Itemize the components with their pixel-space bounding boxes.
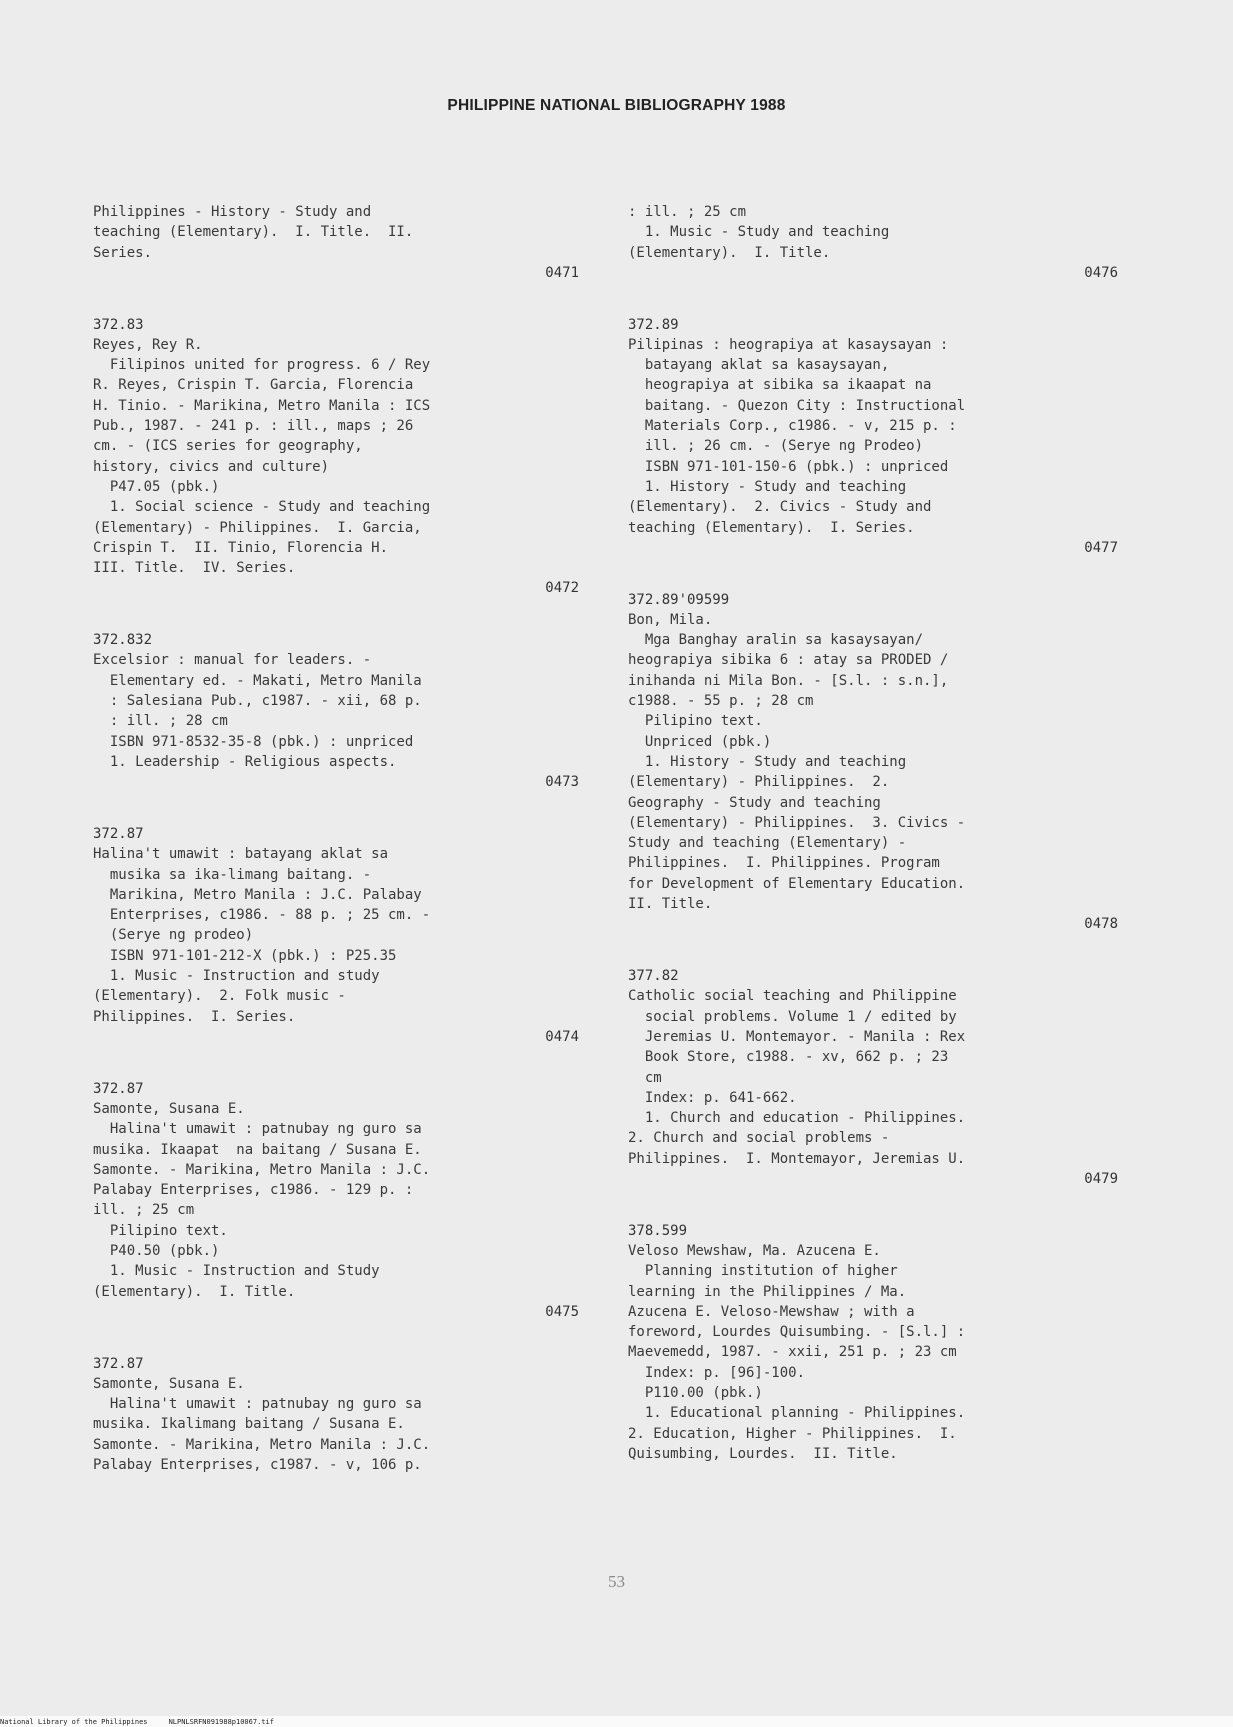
bibliography-entry — [93, 202, 579, 283]
entry-line: Pilipinas : heograpiya at kasaysayan : — [628, 336, 949, 353]
entry-line: ISBN 971-101-212-X (pbk.) : P25.35 — [93, 947, 397, 964]
entry-line: 1. History - Study and teaching — [628, 478, 907, 495]
entry-number: 0477 — [1084, 539, 1118, 556]
entry-line: Samonte, Susana E. — [93, 1375, 245, 1392]
entry-line: Catholic social teaching and Philippine — [628, 988, 957, 1005]
bibliography-entry — [628, 590, 1118, 934]
entry-line: teaching (Elementary). I. Title. II. — [93, 224, 414, 241]
bibliography-entry — [628, 966, 1118, 1189]
entry-line: Halina't umawit : batayang aklat sa — [93, 846, 389, 863]
entry-line: Samonte. - Marikina, Metro Manila : J.C. — [93, 1161, 431, 1178]
entry-line: cm. - (ICS series for geography, — [93, 438, 363, 455]
entry-line: learning in the Philippines / Ma. — [628, 1283, 907, 1300]
entry-number: 0475 — [545, 1303, 579, 1320]
entry-line: 1. Music - Instruction and study — [93, 968, 380, 985]
entry-line: Marikina, Metro Manila : J.C. Palabay — [93, 886, 422, 903]
entry-line: Enterprises, c1986. - 88 p. ; 25 cm. - — [93, 907, 431, 924]
entry-line: Index: p. 641-662. — [628, 1089, 797, 1106]
classification-number: 372.89'09599 — [628, 591, 730, 608]
entry-line: Jeremias U. Montemayor. - Manila : Rex — [628, 1028, 966, 1045]
entry-line: c1988. - 55 p. ; 28 cm — [628, 693, 814, 710]
entry-line: Index: p. [96]-100. — [628, 1364, 806, 1381]
page-title: PHILIPPINE NATIONAL BIBLIOGRAPHY 1988 — [447, 97, 786, 114]
entry-line: R. Reyes, Crispin T. Garcia, Florencia — [93, 377, 414, 394]
entry-line: ISBN 971-101-150-6 (pbk.) : unpriced — [628, 458, 949, 475]
entry-number: 0478 — [1084, 916, 1118, 933]
entry-line: history, civics and culture) — [93, 458, 330, 475]
entry-line: Philippines. I. Montemayor, Jeremias U. — [628, 1150, 966, 1167]
entry-line: 2. Education, Higher - Philippines. I. — [628, 1425, 957, 1442]
entry-line: Veloso Mewshaw, Ma. Azucena E. — [628, 1242, 881, 1259]
classification-number: 372.87 — [93, 826, 144, 843]
entry-line: Palabay Enterprises, c1986. - 129 p. : — [93, 1182, 414, 1199]
entry-line: 2. Church and social problems - — [628, 1130, 890, 1147]
entry-line: Series. — [93, 244, 153, 261]
entry-line: Mga Banghay aralin sa kasaysayan/ — [628, 632, 924, 649]
entry-line: 1. Church and education - Philippines. — [628, 1110, 966, 1127]
bibliography-entry — [628, 1221, 1118, 1464]
entry-line: Azucena E. Veloso-Mewshaw ; with a — [628, 1303, 915, 1320]
entry-line: II. Title. — [628, 896, 713, 913]
classification-number: 372.87 — [93, 1080, 144, 1097]
classification-number: 372.832 — [93, 632, 153, 649]
entry-line: Samonte, Susana E. — [93, 1100, 245, 1117]
entry-line: (Elementary) - Philippines. 2. — [628, 774, 890, 791]
entry-line: P47.05 (pbk.) — [93, 478, 220, 495]
bibliography-entry — [628, 315, 1118, 558]
entry-line: heograpiya sibika 6 : atay sa PRODED / — [628, 652, 949, 669]
entry-line: 1. Social science - Study and teaching — [93, 499, 431, 516]
classification-number: 372.87 — [93, 1355, 144, 1372]
entry-line: Pilipino text. — [628, 713, 763, 730]
entry-line: Palabay Enterprises, c1987. - v, 106 p. — [93, 1457, 422, 1474]
entry-number: 0473 — [545, 774, 579, 791]
entry-line: Pub., 1987. - 241 p. : ill., maps ; 26 — [93, 418, 414, 435]
entry-line: ill. ; 26 cm. - (Serye ng Prodeo) — [628, 438, 924, 455]
entry-line: III. Title. IV. Series. — [93, 560, 296, 577]
entry-line: Book Store, c1988. - xv, 662 p. ; 23 — [628, 1049, 949, 1066]
entry-line: Materials Corp., c1986. - v, 215 p. : — [628, 418, 957, 435]
entry-number: 0472 — [545, 580, 579, 597]
entry-line: Reyes, Rey R. — [93, 336, 203, 353]
entry-line: Geography - Study and teaching — [628, 794, 881, 811]
entry-line: Filipinos united for progress. 6 / Rey — [93, 357, 431, 374]
entry-number: 0479 — [1084, 1170, 1118, 1187]
entry-line: 1. Leadership - Religious aspects. — [93, 753, 397, 770]
right-column — [628, 202, 1118, 1496]
entry-line: Philippines. I. Series. — [93, 1008, 296, 1025]
classification-number: 372.83 — [93, 316, 144, 333]
entry-line: 1. Music - Study and teaching — [628, 224, 890, 241]
entry-line: Samonte. - Marikina, Metro Manila : J.C. — [93, 1436, 431, 1453]
classification-number: 377.82 — [628, 968, 679, 985]
bibliography-entry — [93, 315, 579, 599]
scan-label: National Library of the Philippines NLPNLSRFN091988p10067.tif — [0, 1718, 274, 1726]
bibliography-entry — [93, 824, 579, 1047]
entry-line: P40.50 (pbk.) — [93, 1242, 220, 1259]
entry-line: Philippines - History - Study and — [93, 204, 372, 220]
entry-line: batayang aklat sa kasaysayan, — [628, 357, 890, 374]
entry-line: P110.00 (pbk.) — [628, 1385, 763, 1402]
entry-line: for Development of Elementary Education. — [628, 875, 966, 892]
classification-number: 372.89 — [628, 316, 679, 333]
entry-line: (Elementary) - Philippines. I. Garcia, — [93, 519, 422, 536]
entry-line: musika. Ikaapat na baitang / Susana E. — [93, 1141, 422, 1158]
entry-line: Maevemedd, 1987. - xxii, 251 p. ; 23 cm — [628, 1344, 957, 1361]
entry-line: Elementary ed. - Makati, Metro Manila — [93, 672, 422, 689]
entry-number: 0476 — [1084, 264, 1118, 281]
entry-line: cm — [628, 1069, 662, 1086]
entry-line: Pilipino text. — [93, 1222, 228, 1239]
entry-line: Planning institution of higher — [628, 1263, 898, 1280]
page-number: 53 — [608, 1572, 625, 1591]
entry-line: (Elementary). 2. Folk music - — [93, 988, 346, 1005]
entry-line: (Elementary). 2. Civics - Study and — [628, 499, 932, 516]
entry-line: : ill. ; 28 cm — [93, 713, 228, 730]
entry-line: H. Tinio. - Marikina, Metro Manila : ICS — [93, 397, 431, 414]
entry-line: heograpiya at sibika sa ikaapat na — [628, 377, 932, 394]
entry-line: Excelsior : manual for leaders. - — [93, 652, 372, 669]
entry-line: ill. ; 25 cm — [93, 1202, 195, 1219]
entry-line: Philippines. I. Philippines. Program — [628, 855, 940, 872]
entry-line: Halina't umawit : patnubay ng guro sa — [93, 1121, 422, 1138]
entry-line: baitang. - Quezon City : Instructional — [628, 397, 966, 414]
bibliography-entry — [93, 630, 579, 792]
entry-line: (Serye ng prodeo) — [93, 927, 254, 944]
entry-line: foreword, Lourdes Quisumbing. - [S.l.] : — [628, 1324, 966, 1341]
entry-line: social problems. Volume 1 / edited by — [628, 1008, 957, 1025]
entry-line: 1. History - Study and teaching — [628, 753, 907, 770]
entry-line: Bon, Mila. — [628, 611, 713, 628]
bibliography-entry — [628, 202, 1118, 283]
entry-line: ISBN 971-8532-35-8 (pbk.) : unpriced — [93, 733, 414, 750]
entry-line: Quisumbing, Lourdes. II. Title. — [628, 1445, 898, 1462]
entry-number: 0474 — [545, 1028, 579, 1045]
entry-line: musika. Ikalimang baitang / Susana E. — [93, 1416, 405, 1433]
entry-line: inihanda ni Mila Bon. - [S.l. : s.n.], — [628, 672, 949, 689]
entry-line: : ill. ; 25 cm — [628, 204, 747, 220]
entry-line: (Elementary). I. Title. — [628, 244, 831, 261]
entry-line: Study and teaching (Elementary) - — [628, 835, 907, 852]
entry-line: : Salesiana Pub., c1987. - xii, 68 p. — [93, 693, 422, 710]
entry-line: teaching (Elementary). I. Series. — [628, 519, 915, 536]
entry-line: Unpriced (pbk.) — [628, 733, 772, 750]
entry-line: musika sa ika-limang baitang. - — [93, 866, 372, 883]
bibliography-entry — [93, 1079, 579, 1322]
left-column — [93, 202, 579, 1507]
entry-line: Crispin T. II. Tinio, Florencia H. — [93, 539, 389, 556]
entry-line: (Elementary). I. Title. — [93, 1283, 296, 1300]
classification-number: 378.599 — [628, 1222, 688, 1239]
entry-line: (Elementary) - Philippines. 3. Civics - — [628, 814, 966, 831]
bibliography-entry — [93, 1354, 579, 1475]
entry-line: 1. Music - Instruction and Study — [93, 1263, 380, 1280]
entry-number: 0471 — [545, 264, 579, 281]
entry-line: 1. Educational planning - Philippines. — [628, 1405, 966, 1422]
entry-line: Halina't umawit : patnubay ng guro sa — [93, 1396, 422, 1413]
